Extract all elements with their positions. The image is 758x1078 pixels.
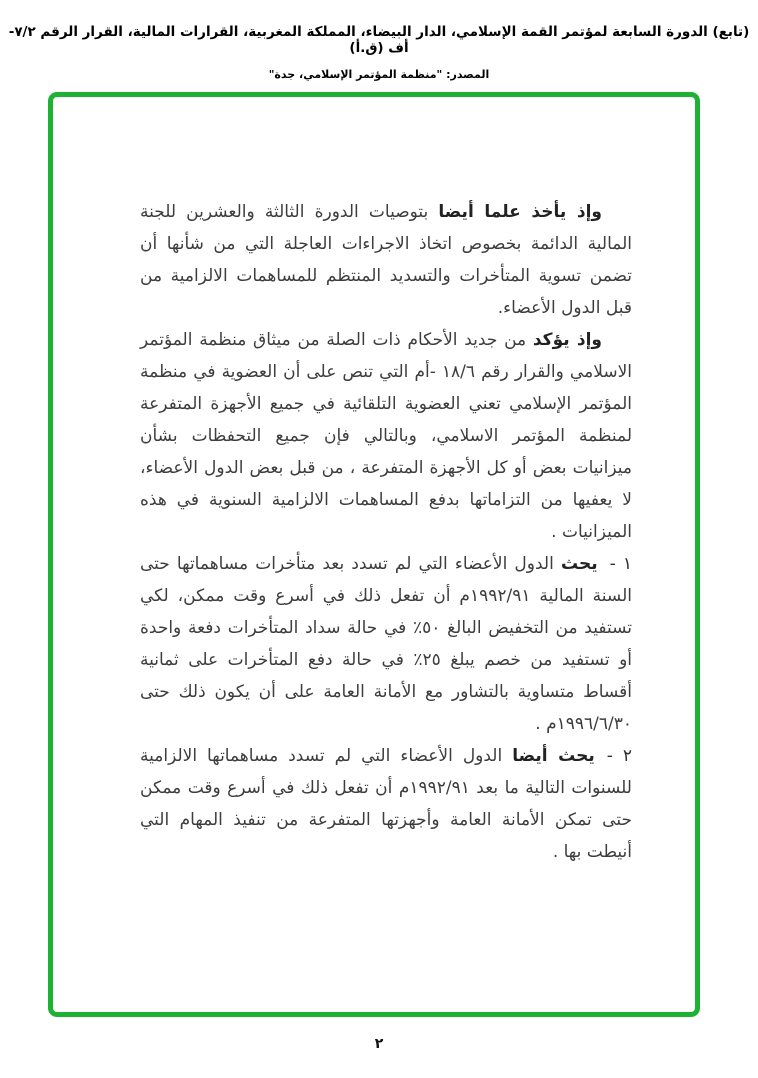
operative-item-2 bbox=[140, 740, 632, 868]
item-lead: يحث أيضا bbox=[512, 746, 595, 766]
operative-item-1 bbox=[140, 548, 632, 740]
item-number: ١ - bbox=[609, 554, 632, 574]
preamble-paragraph-2 bbox=[140, 324, 632, 548]
preamble-paragraph-1 bbox=[140, 196, 632, 324]
header-source: المصدر: "منظمة المؤتمر الإسلامي، جدة" bbox=[268, 68, 490, 81]
item-text: الدول الأعضاء التي لم تسدد مساهماتها الالزامية للسنوات التالية ما بعد ١٩٩٢/٩١م أن تفعل ذلك في أسرع وقت ممكن حتى تمكن الأمانة العامة وأجهزتها المتفرعة من تنفيذ المهام التي أنيطت بها . bbox=[140, 746, 632, 862]
page-header bbox=[0, 24, 758, 81]
header-title: (تابع) الدورة السابعة لمؤتمر القمة الإسلامي، الدار البيضاء، المملكة المغربية، القرارات المالية، القرار الرقم ٧/٢-أف (ق.أ) bbox=[8, 24, 750, 56]
paragraph-lead: وإذ يأخذ علما أيضا bbox=[438, 202, 603, 222]
paragraph-text: بتوصيات الدورة الثالثة والعشرين للجنة المالية الدائمة بخصوص اتخاذ الاجراءات العاجلة التي من شأنها أن تضمن تسوية المتأخرات والتسديد المنتظم للمساهمات الالزامية من قبل الدول الأعضاء. bbox=[140, 202, 632, 318]
item-number: ٢ - bbox=[606, 746, 632, 766]
item-lead: يحث bbox=[560, 554, 598, 574]
item-text: الدول الأعضاء التي لم تسدد بعد متأخرات مساهماتها حتى السنة المالية ١٩٩٢/٩١م أن تفعل ذلك في أسرع وقت ممكن، لكي تستفيد من التخفيض البالغ ٥٠٪ في حالة سداد المتأخرات دفعة واحدة أو تستفيد من خصم يبلغ ٢٥٪ في حالة دفع المتأخرات على ثمانية أقساط متساوية بالتشاور مع الأمانة العامة على أن يكون ذلك حتى ١٩٩٦/٦/٣٠م . bbox=[140, 554, 632, 734]
paragraph-lead: وإذ يؤكد bbox=[532, 330, 602, 350]
page-number: ٢ bbox=[374, 1036, 384, 1052]
paragraph-text: من جديد الأحكام ذات الصلة من ميثاق منظمة المؤتمر الاسلامي والقرار رقم ١٨/٦ -أم التي تنص على أن العضوية في منظمة المؤتمر الإسلامي تعني العضوية التلقائية في جميع الأجهزة المتفرعة لمنظمة المؤتمر الاسلامي، وبالتالي فإن جميع التحفظات بشأن ميزانيات بعض أو كل الأجهزة المتفرعة ، من قبل بعض الدول الأعضاء، لا يعفيها من التزاماتها بدفع المساهمات الالزامية السنوية في هذه الميزانيات . bbox=[140, 330, 633, 542]
document-body bbox=[140, 196, 632, 868]
